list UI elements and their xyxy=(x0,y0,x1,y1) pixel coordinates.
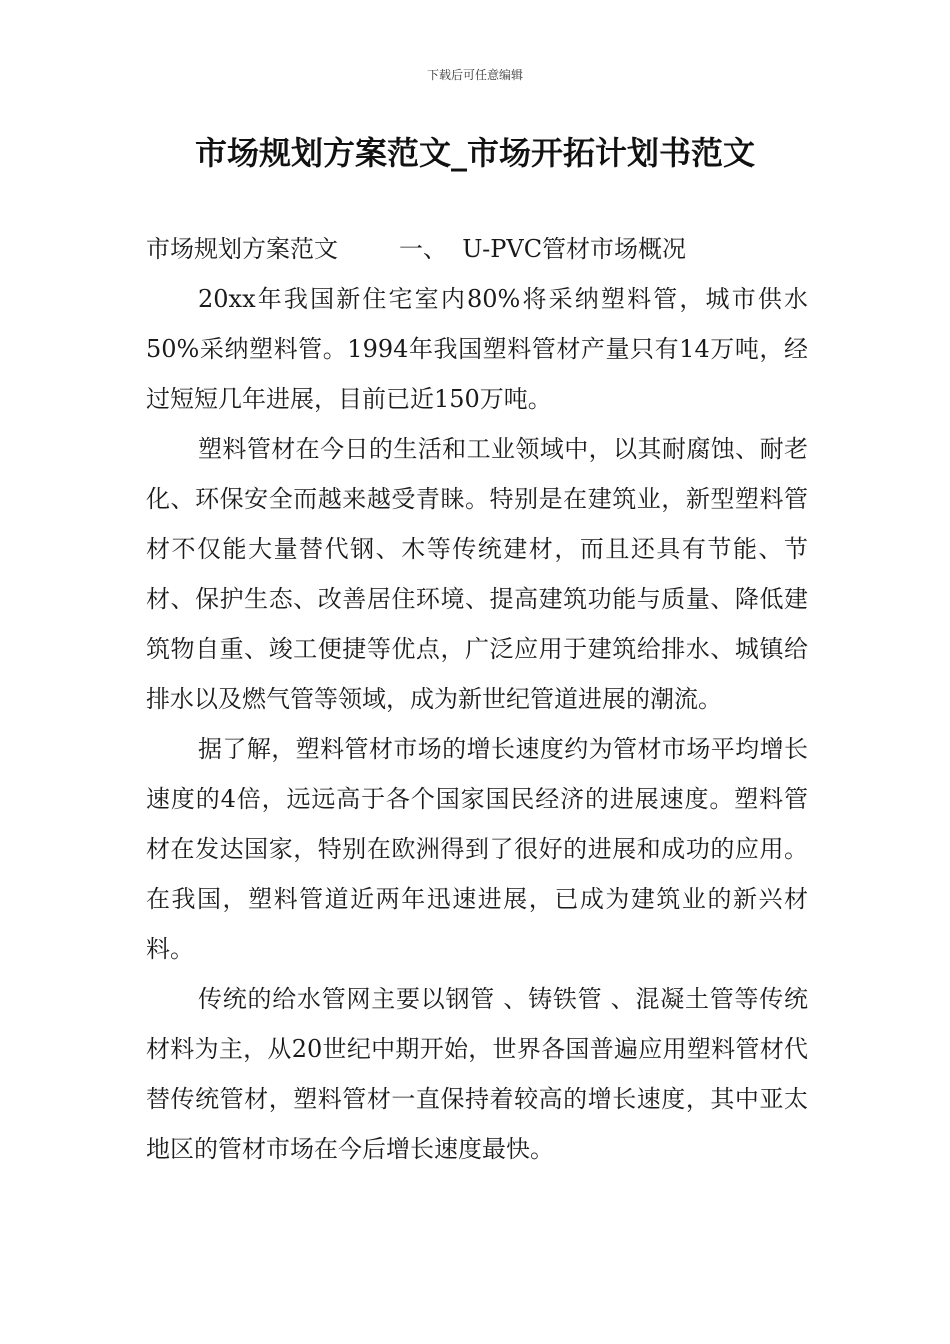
section-number: 一、 xyxy=(399,235,448,263)
paragraph: 传统的给水管网主要以钢管 、铸铁管 、混凝土管等传统材料为主，从20世纪中期开始，世界各国普遍应用塑料管材代替传统管材，塑料管材一直保持着较高的增长速度，其中亚太地区的管材市场在今后增长速度最快。 xyxy=(146,985,808,1163)
section-title: U-PVC管材市场概况 xyxy=(462,235,687,263)
paragraph: 20xx年我国新住宅室内80%将采纳塑料管，城市供水50%采纳塑料管。1994年我国塑料管材产量只有14万吨，经过短短几年进展，目前已近150万吨。 xyxy=(146,285,808,413)
intro-label: 市场规划方案范文 xyxy=(146,235,338,263)
intro-line xyxy=(146,224,808,274)
intro-gap xyxy=(338,235,399,263)
document-body xyxy=(146,224,808,1174)
document-title: 市场规划方案范文_市场开拓计划书范文 xyxy=(194,134,755,172)
paragraph: 塑料管材在今日的生活和工业领域中，以其耐腐蚀、耐老化、环保安全而越来越受青睐。特别是在建筑业，新型塑料管材不仅能大量替代钢、木等传统建材，而且还具有节能、节材、保护生态、改善居住环境、提高建筑功能与质量、降低建筑物自重、竣工便捷等优点，广泛应用于建筑给排水、城镇给排水以及燃气管等领域，成为新世纪管道进展的潮流。 xyxy=(146,435,808,713)
paragraph: 据了解，塑料管材市场的增长速度约为管材市场平均增长速度的4倍，远远高于各个国家国民经济的进展速度。塑料管材在发达国家，特别在欧洲得到了很好的进展和成功的应用。在我国，塑料管道近两年迅速进展，已成为建筑业的新兴材料。 xyxy=(146,735,808,963)
page-header-note: 下载后可任意编辑 xyxy=(426,68,523,82)
section-gap xyxy=(447,235,462,263)
